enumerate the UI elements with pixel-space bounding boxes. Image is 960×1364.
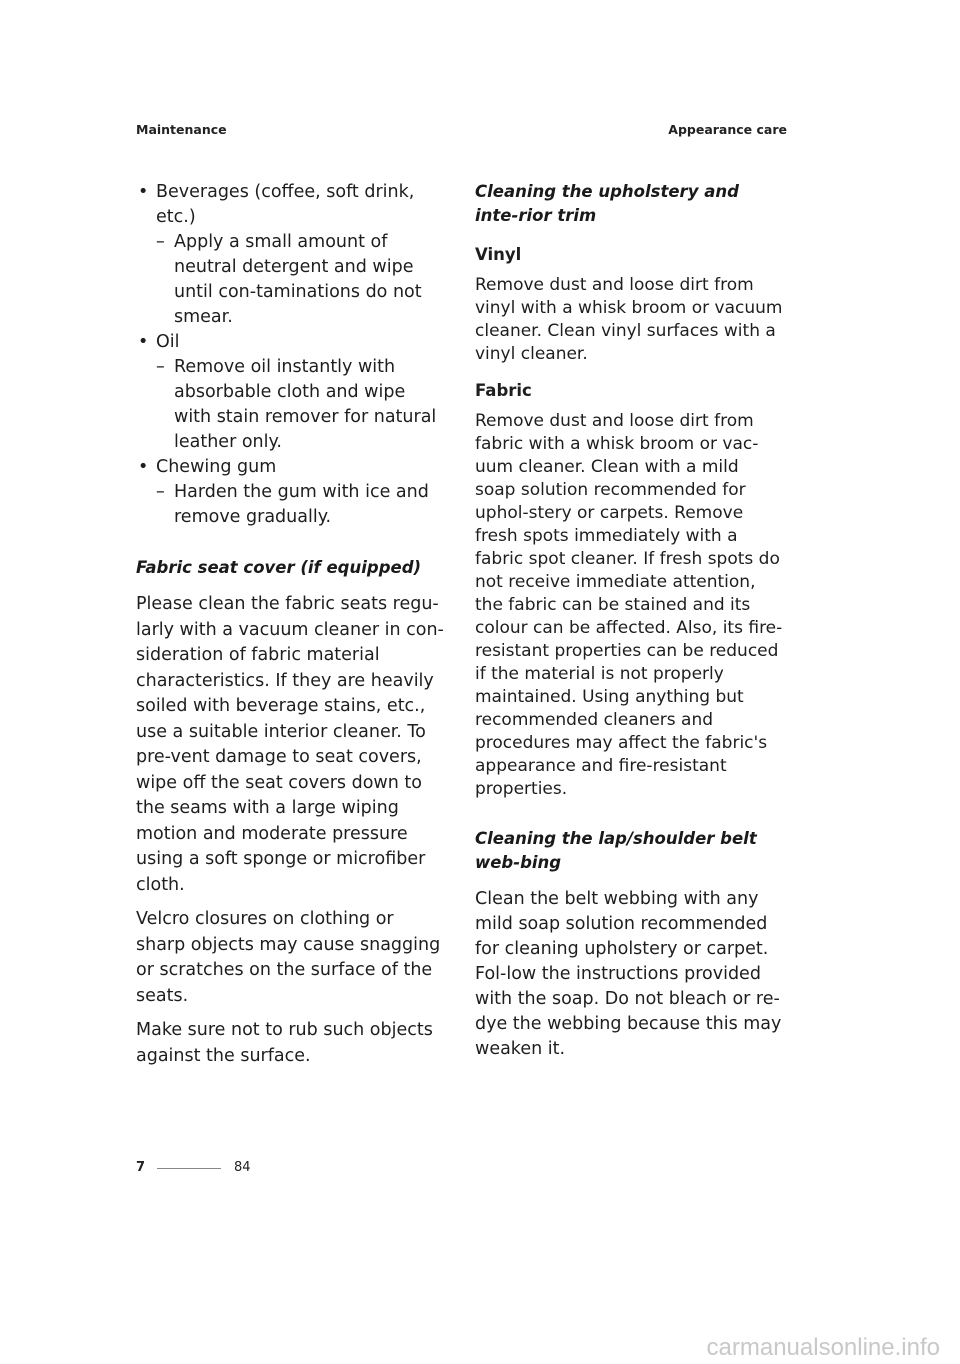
list-item-label: Oil xyxy=(156,332,180,352)
list-item xyxy=(136,330,444,455)
list-item-label: Chewing gum xyxy=(156,457,277,477)
list-item xyxy=(136,455,444,530)
sub-list xyxy=(156,230,444,330)
stain-list xyxy=(136,180,444,530)
fabric-paragraph: Remove dust and loose dirt from fabric with a whisk broom or vac-uum cleaner. Clean with a mild soap solution recommended for uphol-stery or carpets. Remove fresh spots immediately with a fabric spot cleaner. If fresh spots do not receive immediate attention, the fabric can be stained and its colour can be affected. Also, its fire-resistant properties can be reduced if the material is not properly maintained. Using anything but recommended cleaners and procedures may affect the fabric's appearance and fire-resistant properties. xyxy=(475,411,783,799)
list-item: – Harden the gum with ice and remove gradually. xyxy=(156,480,444,530)
list-item: – Apply a small amount of neutral detergent and wipe until con-taminations do not smear. xyxy=(156,230,444,330)
upholstery-heading: Cleaning the upholstery and inte-rior trim xyxy=(475,182,739,225)
fabric-seat-paragraph: Please clean the fabric seats regu-larly with a vacuum cleaner in con-sideration of fabric material characteristics. If they are heavily soiled with beverage stains, etc., use a suitable interior cleaner. To pre-vent damage to seat covers, wipe off the seat covers down to the seams with a large wiping motion and moderate pressure using a soft sponge or microfiber cloth. xyxy=(136,594,444,895)
list-item-label: Beverages (coffee, soft drink, etc.) xyxy=(156,182,415,227)
list-item: – Remove oil instantly with absorbable cloth and wipe with stain remover for natural leather only. xyxy=(156,355,444,455)
list-item xyxy=(136,180,444,330)
rub-warning-paragraph: Make sure not to rub such objects against the surface. xyxy=(136,1020,433,1066)
chapter-number: 7 xyxy=(136,1160,146,1175)
belt-heading: Cleaning the lap/shoulder belt web-bing xyxy=(475,829,757,872)
sub-list xyxy=(156,355,444,455)
vinyl-paragraph: Remove dust and loose dirt from vinyl with a whisk broom or vacuum cleaner. Clean vinyl surfaces with a vinyl cleaner. xyxy=(475,275,783,364)
footer-divider xyxy=(157,1168,221,1169)
sub-list xyxy=(156,480,444,530)
velcro-paragraph: Velcro closures on clothing or sharp objects may cause snagging or scratches on the surface of the seats. xyxy=(136,909,441,1006)
left-column xyxy=(136,180,444,1078)
fabric-seat-heading: Fabric seat cover (if equipped) xyxy=(136,558,422,577)
header-section-title: Maintenance xyxy=(136,122,227,137)
page-number: 84 xyxy=(234,1160,251,1175)
fabric-heading: Fabric xyxy=(475,381,532,400)
watermark: carmanualsonline.info xyxy=(706,1334,940,1361)
belt-paragraph: Clean the belt webbing with any mild soap solution recommended for cleaning upholstery or carpet. Fol-low the instructions provided with the soap. Do not bleach or re-dye the webbing because this may weaken it. xyxy=(475,889,782,1059)
vinyl-heading: Vinyl xyxy=(475,245,522,264)
right-column xyxy=(475,180,783,1062)
header-chapter-title: Appearance care xyxy=(668,122,787,137)
